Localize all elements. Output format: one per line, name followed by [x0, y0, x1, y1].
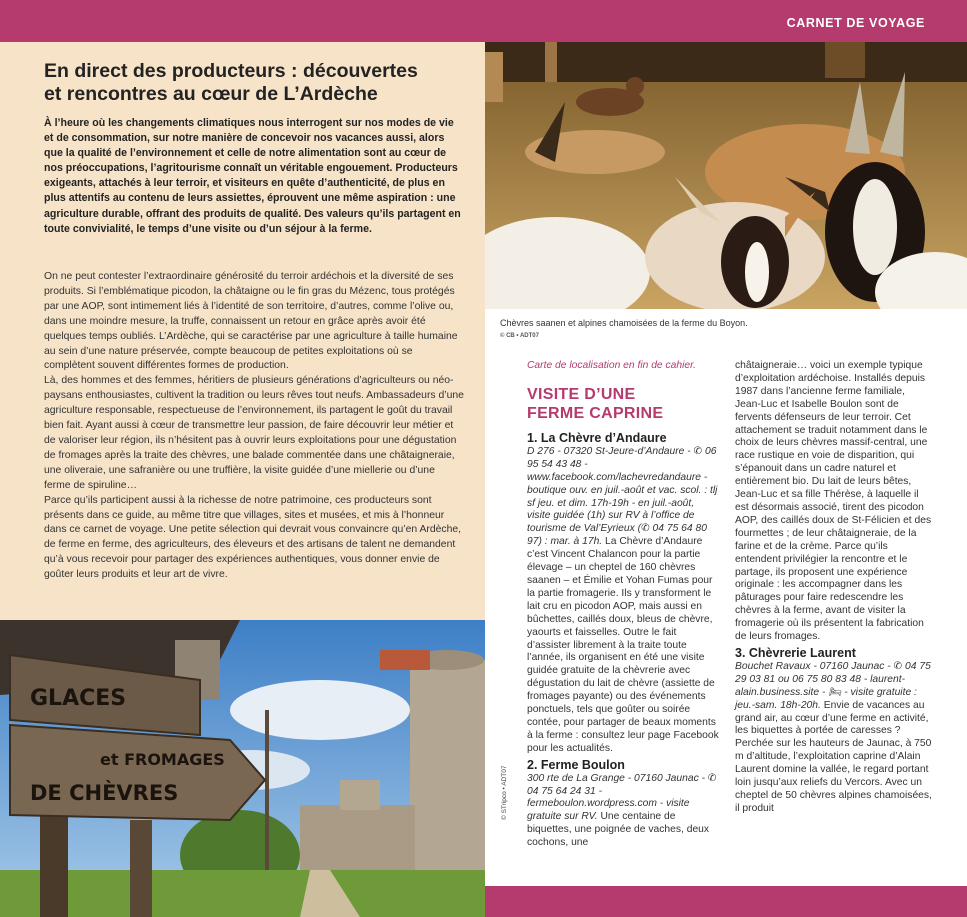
section-title-line-1: VISITE D’UNE: [527, 385, 636, 403]
entry-info-2: 300 rte de La Grange - 07160 Jaunac - ✆ 04 75 64 24 31 - fermeboulon.wordpress.com - visite gratuite sur RV.: [527, 772, 717, 823]
section-label: CARNET DE VOYAGE: [786, 16, 925, 30]
intro-paragraph: Là, des hommes et des femmes, héritiers de plusieurs générations d’agriculteurs ou néo-paysans enthousiastes, cultivent la tradition ou leurs rêves tout neufs. Ambassadeurs d’une agriculture responsable, respectueuse de l’environnement, ils partagent le goût du travail bien fait. Ayant aussi à cœur de transmettre leur passion, de faire découvrir leur métier et de valoriser leur région, ils n’hésitent pas à ouvrir leurs exploitations pour une dégustation de fromages après la traite des chèvres, une balade commentée dans une châtaigneraie, une oliveraie, une safranière ou une truffière, la visite guidée d’une miellerie ou d’une ferme de spiruline…: [44, 375, 464, 491]
intro-body: [44, 270, 464, 583]
entry-text-3: Envie de vacances au grand air, au cœur d’une ferme en activité, les biquettes à portée de caresses ? Perchée sur les hauteurs de Jaunac, à 750 m d’altitude, l’exploitation caprine d’Alain Laurent domine la vallée, le regard portant loin jusqu’aux reliefs du Vercors. Avec un cheptel de 50 chèvres alpines chamoisées, il produit: [735, 699, 932, 814]
goats-illustration: [485, 42, 967, 309]
bottom-banner: [485, 886, 967, 917]
article-title: [44, 60, 464, 106]
farm-sign-illustration: [0, 620, 485, 917]
title-line-2: et rencontres au cœur de L’Ardèche: [44, 83, 378, 105]
section-title: [527, 385, 719, 423]
caption-text: Chèvres saanen et alpines chamoisées de la ferme du Boyon.: [500, 318, 748, 328]
entry-text-1: La Chèvre d’Andaure c’est Vincent Chalancon pour la partie élevage – un cheptel de 160 chèvres saanen – et Émilie et Yohan Fumas pour la partie fromagerie. Ils y transforment le lait cru en picodon AOP, mais aussi en bûchettes, caillés doux, bleus de chèvre, yaourts et faisselles. Outre le fait d’assister librement à la traite toute l’année, ils organisent en été une visite guidée gratuite de la chèvrerie avec dégustation du lait de chèvre (assiette de fromages payante) ou des événements ponctuels, tels que goûter ou soirée contée, pour partager de beaux moments à la ferme : consultez leur page Facebook pour les actualités.: [527, 536, 719, 754]
entry-title-1: 1. La Chèvre d’Andaure: [527, 430, 667, 445]
entry-title-2: 2. Ferme Boulon: [527, 757, 625, 772]
map-note: Carte de localisation en fin de cahier.: [527, 360, 697, 371]
goats-photo: [485, 42, 967, 309]
vertical-photo-credit: © STripco • ADT07: [501, 765, 508, 820]
lead-paragraph: À l’heure où les changements climatiques nous interrogent sur nos modes de vie et de consommation, sur notre manière de concevoir nos vacances aussi, alors que la qualité de l’environnement et celle de notre alimentation sont au cœur de nos préoccupations, l’agritourisme connaît un véritable engouement. Producteurs exigeants, attachés à leur terroir, et visiteurs en quête d’authenticité, de plus en plus attentifs au contenu de leurs assiettes, éprouvent une même aspiration : une agriculture durable, offrant des produits de qualité. Des valeurs qu’ils partagent en toute convivialité, le temps d’une visite ou d’un séjour à la ferme.: [44, 117, 461, 235]
sign-word-fromages: et FROMAGES: [100, 750, 225, 769]
article-column-2: [735, 360, 933, 816]
intro-paragraph: On ne peut contester l’extraordinaire générosité du terroir ardéchois et la diversité de ses produits. Si l’emblématique picodon, la châtaigne ou le fin gras du Mézenc, tous protégés par une AOP, sont intimement liés à l’identité de son territoire, d’autres, comme l’olive ou, dans une moindre mesure, la truffe, connaissent un retour en grâce après avoir été quelques temps oubliés. L’Ardèche, qui se caractérise par une agriculture à taille humaine au sein d’une nature préservée, compte beaucoup de petites exploitations où se complètent souvent différentes formes de production.: [44, 271, 458, 372]
article-column-1: [527, 360, 719, 850]
entry-text-2a: Une centaine de biquettes, une poignée de vaches, deux cochons, une: [527, 811, 710, 849]
entry-title-3: 3. Chèvrerie Laurent: [735, 645, 856, 660]
entry-info-1: D 276 - 07320 St-Jeure-d’Andaure - ✆ 06 95 54 43 48 - www.facebook.com/lachevredandaure - boutique ouv. en juil.-août et vac. scol. : tlj sf jeu. et dim. 17h-19h - en juil.-août, visite guidée (1h) sur RV à l’office de tourisme de Val’Eyrieux (✆ 04 75 64 80 97) : mar. à 17h.: [527, 445, 718, 548]
entry-text-2b: châtaigneraie… voici un exemple typique d’exploitation ardéchoise. Installés depuis 1987 dans l’ancienne ferme familiale, Jean-Luc et Isabelle Boulon sont de fervents défenseurs de leur terroir. Cet attachement se traduit notamment dans le choix de leurs chèvres massif-central, une race rustique en voie de disparition, qui s’épanouit dans un cadre naturel et entièrement bio. Du lait de leurs bêtes, Jean-Luc et sa fille Thérèse, à laquelle il est désormais associé, tirent des picodon AOP, des caillés doux de St-Félicien et des fourmettes ; de leur châtaigneraie, de la farine et de la crème. Parce qu’ils entendent privilégier la rencontre et le partage, ils proposent une expérience originale : les accompagner dans les pâturages pour faire redescendre les chèvres à la ferme, avant de visiter la fromagerie où ils présentent la fabrication de leurs fromages.: [735, 360, 932, 643]
intro-paragraph: Parce qu’ils participent aussi à la richesse de notre patrimoine, ces producteurs sont présents dans ce guide, au même titre que villages, sites et musées, et mis à l’honneur dans ce carnet de voyage. Une petite sélection qui devrait vous convaincre qu’en Ardèche, de ferme en ferme, des agriculteurs, des éleveurs et des artisans de talent ne demandent qu’à vous recevoir pour partager des expériences authentiques, vous donner envie de goûter leurs produits et leur art de vivre.: [44, 494, 462, 581]
sign-word-glaces: GLACES: [30, 686, 127, 711]
title-line-1: En direct des producteurs : découvertes: [44, 60, 418, 82]
sign-word-chevres: DE CHÈVRES: [30, 781, 179, 805]
sign-photo: [0, 620, 485, 917]
photo-credit: © CB • ADT07: [500, 333, 539, 339]
top-banner: [0, 0, 967, 42]
photo-caption: [500, 318, 920, 342]
section-title-line-2: FERME CAPRINE: [527, 404, 664, 422]
entry-info-3: Bouchet Ravaux - 07160 Jaunac - ✆ 04 75 29 03 81 ou 06 75 80 83 48 - laurent-alain.business.site - 🛏 - visite gratuite : jeu.-sam. 18h-20h.: [735, 660, 931, 711]
